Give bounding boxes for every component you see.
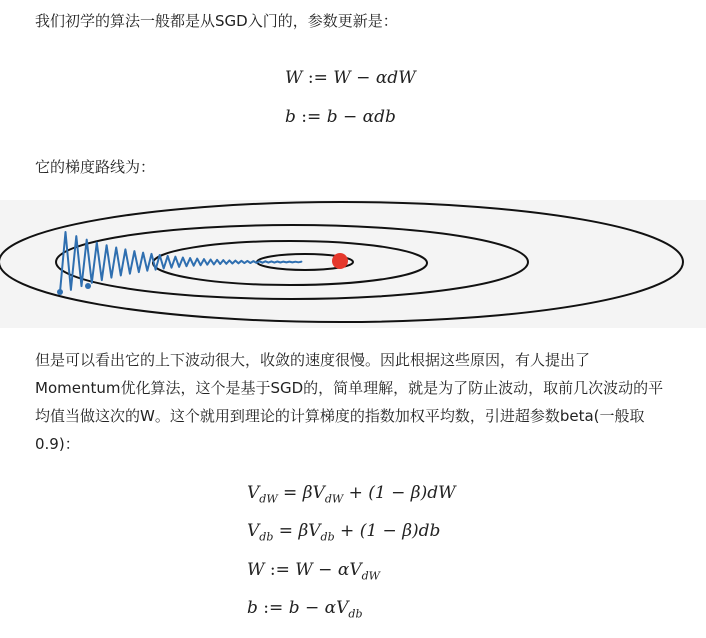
- b-update-rhs-grad: αdb: [362, 107, 396, 127]
- vdw-eq: =: [283, 483, 298, 503]
- mb-v: V: [336, 598, 349, 618]
- vdb-sub-prev: db: [320, 530, 335, 544]
- w-update-minus: −: [356, 68, 371, 88]
- optimum-target-dot: [332, 253, 348, 269]
- w-update-rhs-grad: αdW: [375, 68, 416, 88]
- momentum-vdw-formula: [247, 483, 456, 505]
- mb-rhs: b: [288, 598, 300, 618]
- intro-paragraph: 我们初学的算法一般都是从SGD入门的，参数更新是：: [35, 12, 398, 30]
- b-update-lhs: b: [285, 107, 296, 127]
- mw-alpha: α: [337, 560, 350, 580]
- mb-assign: :=: [263, 598, 284, 618]
- mw-minus: −: [318, 560, 333, 580]
- path-turn-dot: [85, 283, 91, 289]
- momentum-vdb-formula: [247, 521, 440, 543]
- mb-sub: db: [348, 607, 363, 621]
- vdw-paren: (1 − β): [368, 483, 428, 503]
- vdb-v-prev: V: [308, 521, 321, 541]
- mw-sub: dW: [361, 569, 380, 583]
- vdw-v-prev: V: [312, 483, 325, 503]
- vdw-v: V: [247, 483, 260, 503]
- vdb-sub: db: [259, 530, 274, 544]
- mb-alpha: α: [324, 598, 337, 618]
- vdw-sub: dW: [259, 492, 278, 506]
- vdw-grad: dW: [427, 483, 456, 503]
- mw-v: V: [349, 560, 362, 580]
- w-update-lhs: W: [285, 68, 303, 88]
- vdw-plus: +: [348, 483, 363, 503]
- mw-rhs: W: [295, 560, 313, 580]
- vdb-v: V: [247, 521, 260, 541]
- b-update-assign: :=: [301, 107, 322, 127]
- vdb-paren: (1 − β): [359, 521, 419, 541]
- vdb-plus: +: [340, 521, 355, 541]
- momentum-b-update-formula: [247, 598, 363, 620]
- mb-minus: −: [304, 598, 320, 618]
- b-update-rhs-b: b: [326, 107, 338, 127]
- gradient-path-figure: [0, 200, 706, 328]
- mw-assign: :=: [269, 560, 290, 580]
- vdb-beta: β: [298, 521, 309, 541]
- vdw-sub-prev: dW: [324, 492, 344, 506]
- mw-lhs: W: [247, 560, 265, 580]
- momentum-w-update-formula: [247, 560, 380, 582]
- sgd-b-update-formula: [285, 107, 396, 127]
- sgd-w-update-formula: [285, 68, 416, 88]
- vdb-eq: =: [278, 521, 294, 541]
- contour-plot: [0, 200, 706, 328]
- mb-lhs: b: [247, 598, 258, 618]
- b-update-minus: −: [342, 107, 358, 127]
- vdb-grad: db: [418, 521, 441, 541]
- path-start-dot: [57, 289, 63, 295]
- vdw-beta: β: [302, 483, 313, 503]
- w-update-assign: :=: [307, 68, 328, 88]
- gradient-path-intro: 它的梯度路线为：: [35, 158, 156, 176]
- momentum-explanation: 但是可以看出它的上下波动很大，收敛的速度很慢。因此根据这些原因，有人提出了Momentum优化算法，这个是基于SGD的，简单理解，就是为了防止波动，取前几次波动的平均值当做这次的W。这个就用到理论的计算梯度的指数加权平均数，引进超参数beta(一般取0.9)：: [35, 351, 664, 453]
- w-update-rhs-w: W: [333, 68, 351, 88]
